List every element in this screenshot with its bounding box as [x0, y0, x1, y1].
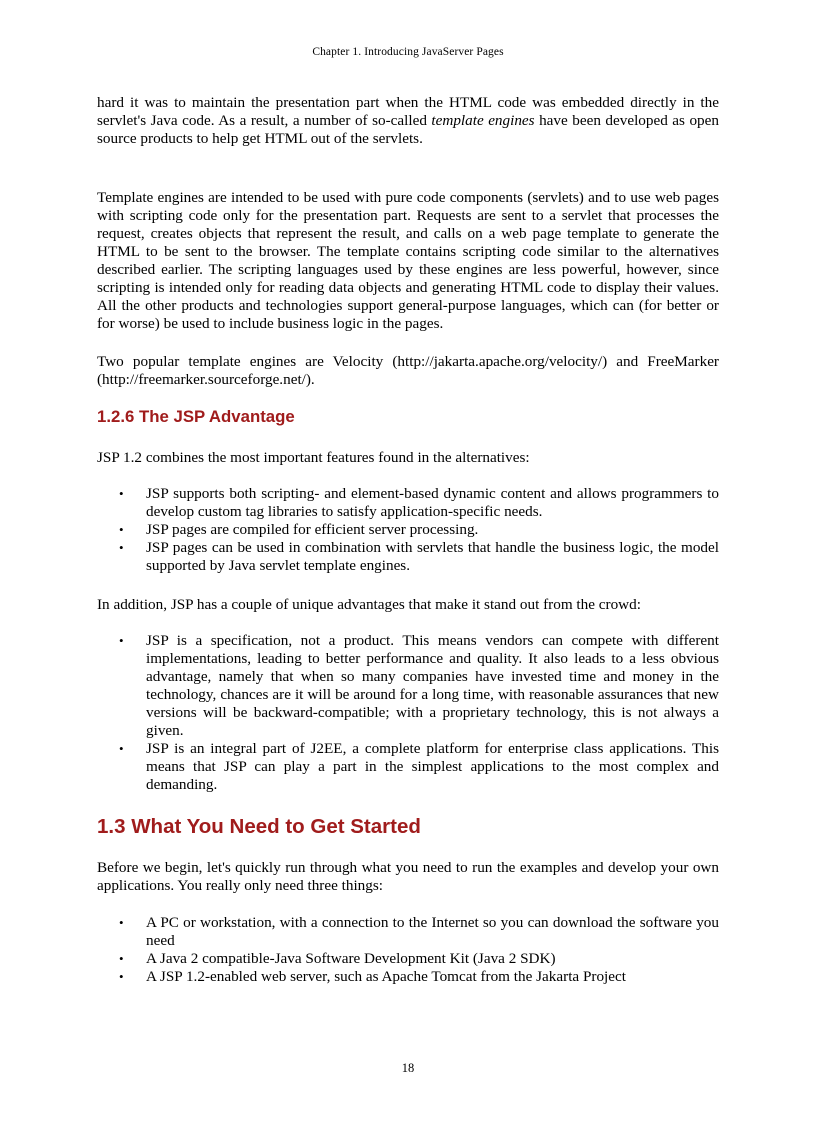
- list-item-text: A PC or workstation, with a connection to the Internet so you can download the software you need: [146, 914, 719, 949]
- text-run: hard it was to maintain the presentation part when the HTML code was embedded directly in the servlet's Java code. As a result, a number of so-called: [97, 94, 719, 129]
- bullet-icon: •: [119, 951, 124, 966]
- bullet-icon: •: [119, 969, 124, 984]
- bullet-list-requirements: [97, 914, 719, 986]
- bullet-icon: •: [119, 522, 124, 537]
- paragraph-template-engines-intro: [97, 94, 719, 148]
- paragraph-before-we-begin: Before we begin, let's quickly run through what you need to run the examples and develop your own applications. You really only need three things:: [97, 859, 719, 894]
- list-item-text: JSP is a specification, not a product. This means vendors can compete with different implementations, leading to better performance and quality. It also leads to a less obvious advantage, namely that when so many companies have invested time and money in the technology, chances are it will be around for a long time, with reasonable assurances that new versions will be backward-compatible; with a proprietary technology, this is not always a given.: [146, 632, 719, 739]
- list-item: [97, 950, 719, 968]
- list-item-text: JSP is an integral part of J2EE, a complete platform for enterprise class applications. This means that JSP can play a part in the simplest applications to the most complex and demanding.: [146, 740, 719, 793]
- bullet-icon: •: [119, 633, 124, 648]
- running-head: Chapter 1. Introducing JavaServer Pages: [312, 46, 504, 58]
- emphasis-template-engines: template engines: [431, 112, 535, 129]
- section-heading-jsp-advantage: 1.2.6 The JSP Advantage: [97, 407, 295, 426]
- bullet-icon: •: [119, 486, 124, 501]
- section-heading-get-started: 1.3 What You Need to Get Started: [97, 815, 421, 838]
- list-item: [97, 968, 719, 986]
- bullet-list-jsp-features: [97, 485, 719, 575]
- list-item-text: A Java 2 compatible-Java Software Development Kit (Java 2 SDK): [146, 950, 556, 967]
- bullet-icon: •: [119, 540, 124, 555]
- paragraph-jsp-combines: JSP 1.2 combines the most important features found in the alternatives:: [97, 449, 530, 466]
- bullet-list-unique-advantages: [97, 632, 719, 794]
- list-item: [97, 539, 719, 575]
- list-item: [97, 740, 719, 794]
- list-item: [97, 485, 719, 521]
- list-item-text: JSP pages are compiled for efficient server processing.: [146, 521, 479, 538]
- list-item-text: A JSP 1.2-enabled web server, such as Apache Tomcat from the Jakarta Project: [146, 968, 626, 985]
- paragraph-template-engines-usage: Template engines are intended to be used with pure code components (servlets) and to use web pages with scripting code only for the presentation part. Requests are sent to a servlet that processes the request, creates objects that represent the result, and calls on a web page template to generate the HTML to be sent to the browser. The template contains scripting code similar to the alternatives described earlier. The scripting languages used by these engines are less powerful, however, since scripting is intended only for reading data objects and generating HTML code to display their values. All the other products and technologies support general-purpose languages, which can (for better or for worse) be used to include business logic in the pages.: [97, 189, 719, 332]
- paragraph-unique-advantages: In addition, JSP has a couple of unique advantages that make it stand out from the crowd:: [97, 596, 641, 613]
- page-number: 18: [401, 1061, 415, 1075]
- list-item-text: JSP pages can be used in combination with servlets that handle the business logic, the model supported by Java servlet template engines.: [146, 539, 719, 574]
- bullet-icon: •: [119, 915, 124, 930]
- text-run: have been developed as open source products to help get HTML out of the servlets.: [97, 112, 719, 147]
- list-item: [97, 632, 719, 740]
- paragraph-popular-engines: Two popular template engines are Velocity (http://jakarta.apache.org/velocity/) and FreeMarker (http://freemarker.sourceforge.net/).: [97, 353, 719, 388]
- list-item: [97, 914, 719, 950]
- list-item: [97, 521, 719, 539]
- bullet-icon: •: [119, 741, 124, 756]
- list-item-text: JSP supports both scripting- and element-based dynamic content and allows programmers to develop custom tag libraries to satisfy application-specific needs.: [146, 485, 719, 520]
